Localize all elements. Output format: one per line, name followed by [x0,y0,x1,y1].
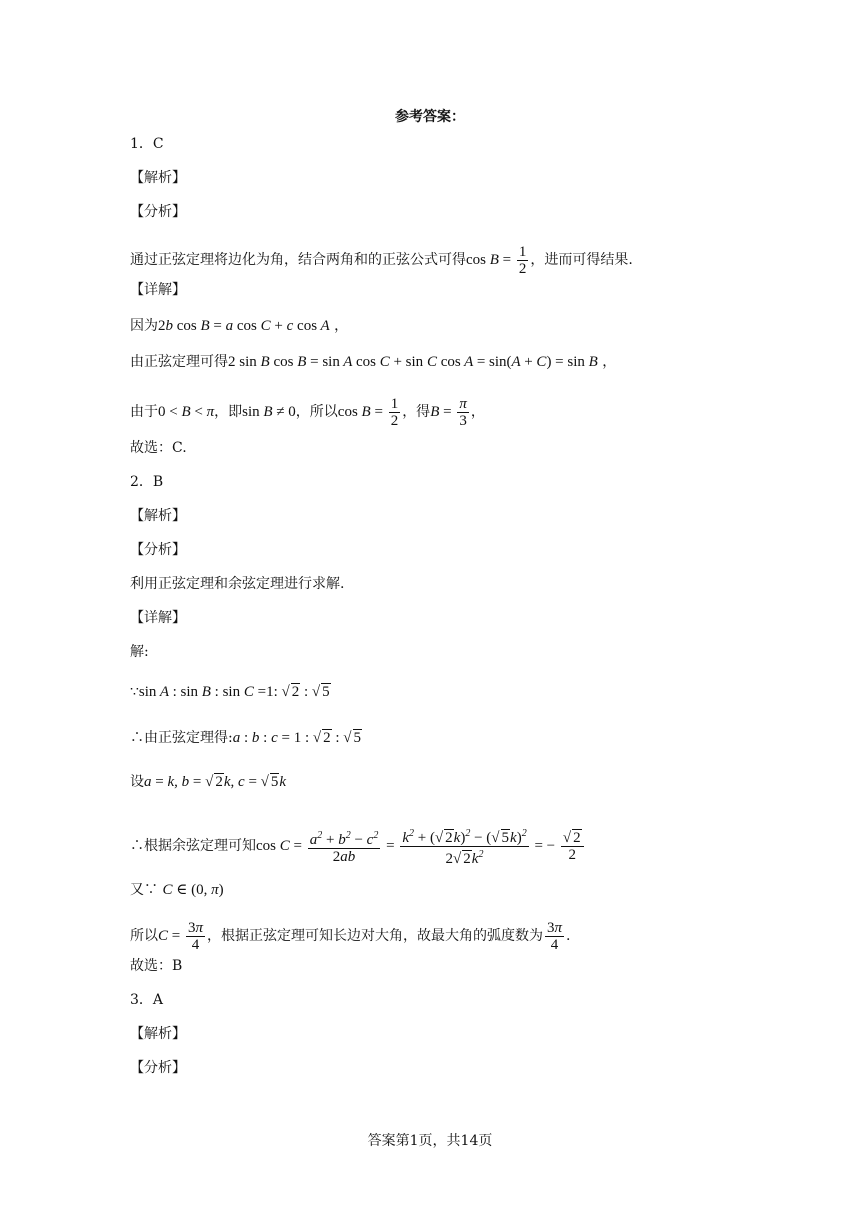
q1-number: 1．C [130,136,164,152]
q2-formula-3: a = k, b = √ 2k, c = √ 5k [144,774,287,790]
q2-formula-6a: C = $\frac{3\pi}{4}$ [158,920,203,953]
q2-formula-5: C ∈ (0, π) [162,882,224,898]
page-footer: 答案第1页，共14页 [367,1133,493,1149]
q2-xiangjie-heading: 【详解】 [130,610,186,626]
q1-analysis-suffix: ，进而可得结果. [530,251,633,268]
q1-line2-text: 由正弦定理可得 [130,354,228,370]
q2-formula-1: sin A : sin B : sin C =1: √ 2 : √ 5 [138,684,330,700]
q3-number: 3．A [130,992,164,1008]
q1-formula-1: 2b cos B = a cos C + c cos A [158,318,330,334]
q3-fenxi-heading: 【分析】 [130,1060,186,1076]
q2-detail-line6 [130,920,570,953]
q1-fenxi-heading: 【分析】 [130,204,186,220]
q2-line2-text: ∴由正弦定理得: [130,730,233,746]
q1-formula-3a: 0 < B < π [158,403,215,420]
q1-line3-mid3: ，得 [402,403,431,420]
q1-detail-line2: 由正弦定理可得2 sin B cos B = sin A cos C + sin C cos A = sin(A + C) = sin B ， [130,354,617,370]
q1-line3-mid1: ，即 [214,403,243,420]
q2-formula-2: a : b : c = 1 : √ 2 : √ 5 [232,730,361,746]
q2-line6-mid: ，根据正弦定理可知长边对大角，故最大角的弧度数为 [207,927,543,944]
q1-formula-3c: cos B = $\frac{1}{2}$ [337,396,399,429]
q2-number: 2．B [130,474,164,490]
because-symbol: ∵ [130,684,139,700]
q2-line4-text: ∴根据余弦定理可知 [130,837,256,854]
q1-conclusion: 故选：C. [130,440,187,456]
q1-formula-2: 2 sin B cos B = sin A cos C + sin C cos A = sin(A + C) = sin B [228,354,598,370]
q2-detail-line1 [130,682,331,702]
q1-formula-cosB: cos B = $\frac{1}{2}$ [466,244,527,277]
q1-line3-text: 由于 [130,403,158,420]
q2-jiexi-heading: 【解析】 [130,508,186,524]
q2-conclusion: 故选：B [130,958,183,974]
q2-jie: 解: [130,644,149,660]
q2-formula-4: cos C = $\frac{a^2 + b^2 - c^2}{2ab}$ = $\frac{k^2 + (√ 2k)^2 - (√ 5k)^2}{2√ 2k^2}$ = − $\frac{√ 2}{2}$ [256,838,586,854]
q1-analysis-text: 通过正弦定理将边化为角，结合两角和的正弦公式可得 [130,251,466,268]
q2-detail-line2 [130,728,362,748]
q1-analysis [130,244,633,277]
q1-line3-mid2: ，所以 [295,403,338,420]
q2-line5-text: 又∵ [130,882,158,898]
q2-fenxi-heading: 【分析】 [130,542,186,558]
q1-formula-3d: B = $\frac{\pi}{3}$ [430,396,467,429]
q2-detail-line5 [130,880,224,900]
q2-detail-line3 [130,772,286,792]
q2-analysis: 利用正弦定理和余弦定理进行求解. [130,576,345,592]
q1-detail-line1: 因为2b cos B = a cos C + c cos A ， [130,318,349,334]
q2-line6-text: 所以 [130,927,158,944]
q1-detail-line3: 由于0 < B < π，即sin B ≠ 0，所以cos B = $\frac{1}{2}$ ，得B = $\frac{\pi}{3}$ ， [130,396,485,429]
q2-line3-text: 设 [130,774,144,790]
page-title: 参考答案： [395,109,465,125]
q2-line6-suffix: . [566,927,571,944]
q1-formula-3b: sin B ≠ 0 [242,403,296,420]
q1-xiangjie-heading: 【详解】 [130,282,186,298]
q1-line1-text: 因为 [130,318,158,334]
q3-jiexi-heading: 【解析】 [130,1026,186,1042]
q2-formula-6b: $\frac{3\pi}{4}$ [547,920,563,953]
q1-jiexi-heading: 【解析】 [130,170,186,186]
q2-detail-line4 [130,826,586,867]
